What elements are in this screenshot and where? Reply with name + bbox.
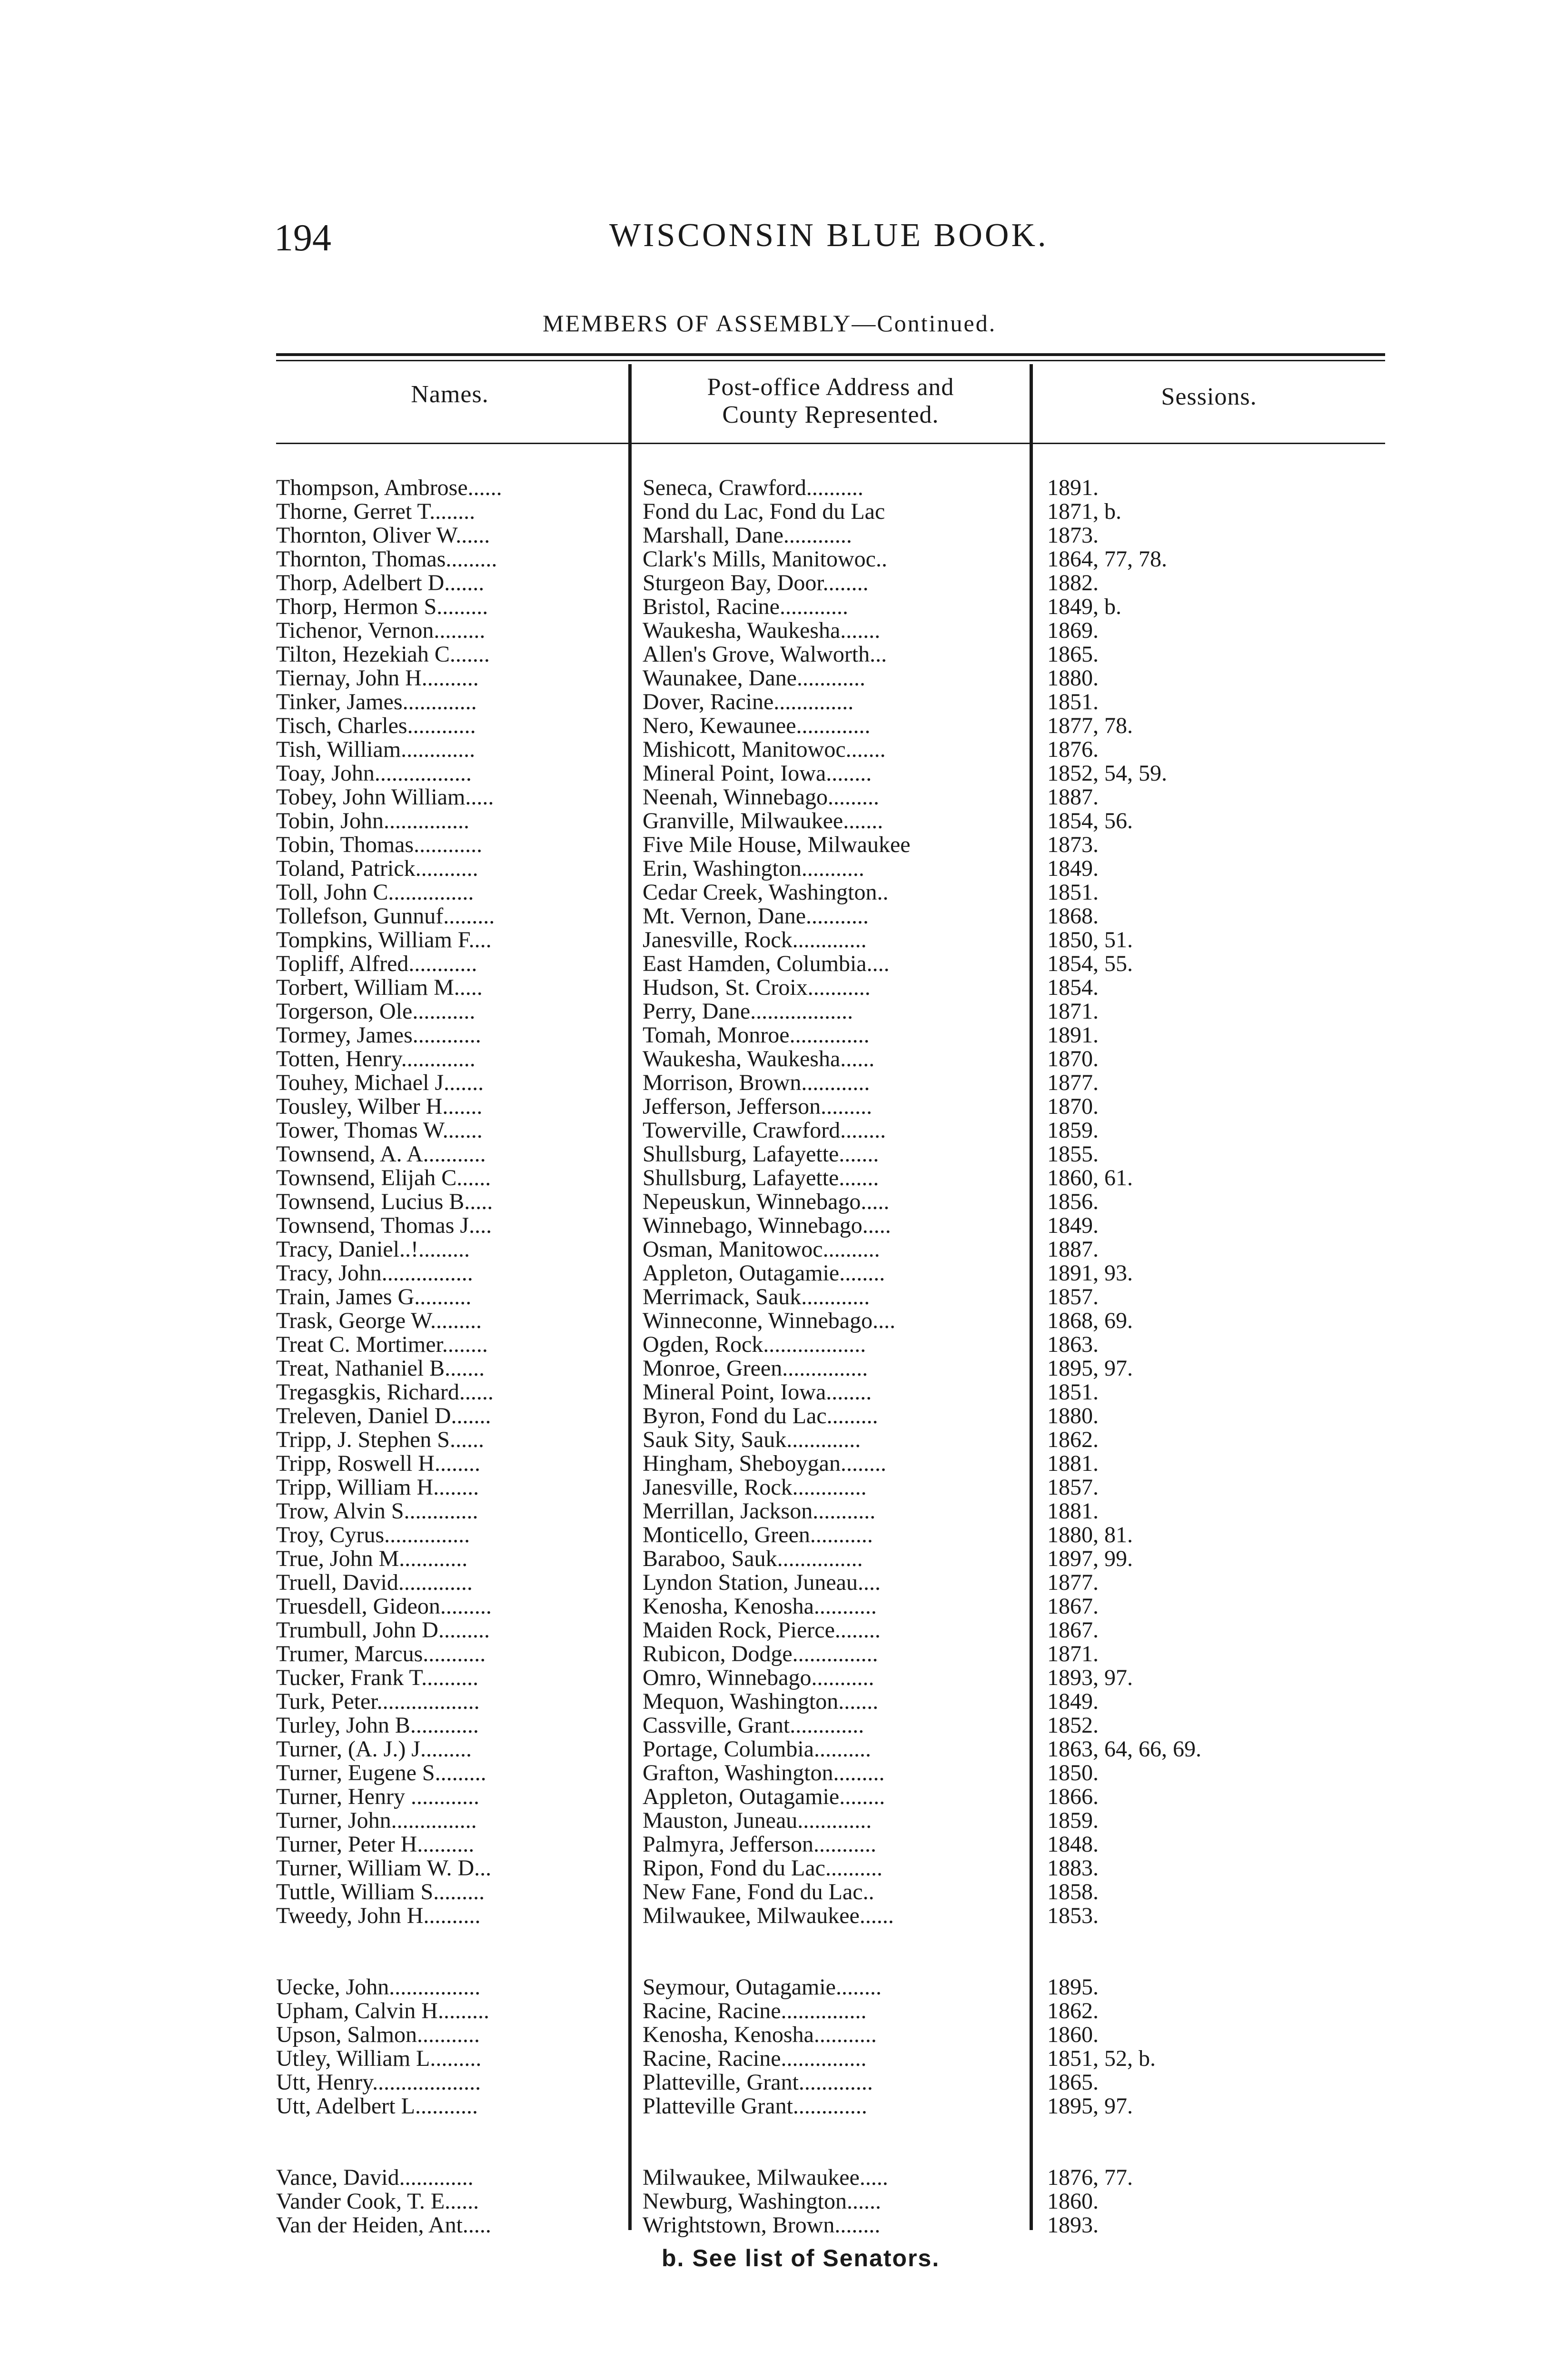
- member-address: Baraboo, Sauk...............: [643, 1547, 863, 1571]
- member-sessions: 1895, 97.: [1047, 2094, 1133, 2118]
- member-address: Janesville, Rock.............: [643, 928, 867, 952]
- member-sessions: 1849.: [1047, 1214, 1099, 1238]
- member-name: Tichenor, Vernon.........: [276, 619, 486, 643]
- member-sessions: 1880, 81.: [1047, 1523, 1133, 1547]
- member-address: Clark's Mills, Manitowoc..: [643, 547, 887, 571]
- member-address: Mineral Point, Iowa........: [643, 762, 872, 785]
- member-name: Thornton, Thomas.........: [276, 547, 497, 571]
- member-name: Turner, Peter H..........: [276, 1833, 475, 1856]
- member-name: Tiernay, John H..........: [276, 666, 479, 690]
- member-sessions: 1895, 97.: [1047, 1357, 1133, 1380]
- member-name: Tracy, Daniel..!.........: [276, 1238, 470, 1261]
- member-address: Allen's Grove, Walworth...: [643, 643, 887, 666]
- member-sessions: 1877.: [1047, 1571, 1099, 1595]
- member-address: Cassville, Grant.............: [643, 1714, 864, 1737]
- member-sessions: 1871.: [1047, 1000, 1099, 1023]
- member-address: Ogden, Rock..................: [643, 1333, 866, 1357]
- member-name: Tompkins, William F....: [276, 928, 492, 952]
- member-address: Janesville, Rock.............: [643, 1476, 867, 1499]
- member-address: Portage, Columbia..........: [643, 1737, 871, 1761]
- member-address: Byron, Fond du Lac.........: [643, 1404, 878, 1428]
- member-address: Morrison, Brown............: [643, 1071, 870, 1095]
- member-sessions: 1891.: [1047, 1023, 1099, 1047]
- member-address: Shullsburg, Lafayette.......: [643, 1142, 879, 1166]
- member-sessions: 1870.: [1047, 1095, 1099, 1119]
- member-name: Tollefson, Gunnuf.........: [276, 904, 495, 928]
- member-address: Kenosha, Kenosha...........: [643, 2023, 877, 2047]
- member-sessions: 1895.: [1047, 1975, 1099, 1999]
- page-number: 194: [274, 217, 331, 259]
- member-address: Marshall, Dane............: [643, 524, 852, 547]
- member-name: Tisch, Charles............: [276, 714, 476, 738]
- member-sessions: 1864, 77, 78.: [1047, 547, 1167, 571]
- member-sessions: 1860.: [1047, 2023, 1099, 2047]
- member-sessions: 1876.: [1047, 738, 1099, 762]
- member-sessions: 1891.: [1047, 476, 1099, 500]
- member-address: Racine, Racine...............: [643, 2047, 867, 2071]
- member-name: Treat, Nathaniel B.......: [276, 1357, 485, 1380]
- member-sessions: 1852, 54, 59.: [1047, 762, 1167, 785]
- member-address: Mt. Vernon, Dane...........: [643, 904, 869, 928]
- member-address: Seneca, Crawford..........: [643, 476, 863, 500]
- member-sessions: 1877.: [1047, 1071, 1099, 1095]
- member-name: Turley, John B............: [276, 1714, 479, 1737]
- member-name: Touhey, Michael J.......: [276, 1071, 484, 1095]
- member-name: Torbert, William M.....: [276, 976, 483, 1000]
- group-spacer: [276, 1928, 624, 1952]
- member-name: Utley, William L.........: [276, 2047, 482, 2071]
- section-title: MEMBERS OF ASSEMBLY—Continued.: [543, 310, 997, 337]
- address-header-line2: County Represented.: [722, 401, 939, 428]
- member-address: Seymour, Outagamie........: [643, 1975, 882, 1999]
- member-name: Tower, Thomas W.......: [276, 1119, 483, 1142]
- member-sessions: 1852.: [1047, 1714, 1099, 1737]
- member-sessions: 1851.: [1047, 690, 1099, 714]
- member-sessions: 1850, 51.: [1047, 928, 1133, 952]
- member-address: Platteville, Grant.............: [643, 2071, 873, 2094]
- member-name: Townsend, Lucius B.....: [276, 1190, 493, 1214]
- member-address: Sauk Sity, Sauk.............: [643, 1428, 861, 1452]
- member-name: Turner, Eugene S.........: [276, 1761, 486, 1785]
- member-sessions: 1854, 55.: [1047, 952, 1133, 976]
- member-sessions: 1881.: [1047, 1452, 1099, 1476]
- member-name: Turner, (A. J.) J.........: [276, 1737, 472, 1761]
- member-address: Monroe, Green...............: [643, 1357, 868, 1380]
- member-address: Hudson, St. Croix...........: [643, 976, 871, 1000]
- member-address: Five Mile House, Milwaukee: [643, 833, 911, 857]
- member-name: Tobin, John...............: [276, 809, 469, 833]
- member-name: Trask, George W.........: [276, 1309, 482, 1333]
- member-sessions: 1848.: [1047, 1833, 1099, 1856]
- group-spacer: [276, 1952, 624, 1975]
- member-name: Thorp, Adelbert D.......: [276, 571, 485, 595]
- member-name: Thorne, Gerret T........: [276, 500, 476, 524]
- address-column: [643, 476, 1026, 2237]
- member-sessions: 1857.: [1047, 1476, 1099, 1499]
- member-sessions: 1882.: [1047, 571, 1099, 595]
- member-address: Omro, Winnebago...........: [643, 1666, 874, 1690]
- member-address: Merrillan, Jackson...........: [643, 1499, 876, 1523]
- member-address: Grafton, Washington.........: [643, 1761, 885, 1785]
- member-sessions: 1859.: [1047, 1119, 1099, 1142]
- member-sessions: 1873.: [1047, 524, 1099, 547]
- member-address: Kenosha, Kenosha...........: [643, 1595, 877, 1618]
- footnote: b. See list of Senators.: [662, 2245, 940, 2271]
- member-address: Jefferson, Jefferson.........: [643, 1095, 872, 1119]
- group-spacer: [1047, 1952, 1380, 1975]
- member-sessions: 1851.: [1047, 1380, 1099, 1404]
- member-sessions: 1862.: [1047, 1428, 1099, 1452]
- member-name: Tobey, John William.....: [276, 785, 494, 809]
- top-rule-thin: [276, 360, 1385, 361]
- group-spacer: [643, 2142, 1026, 2166]
- member-sessions: 1863.: [1047, 1333, 1099, 1357]
- member-name: Tinker, James.............: [276, 690, 477, 714]
- member-sessions: 1851, 52, b.: [1047, 2047, 1156, 2071]
- member-name: Tuttle, William S.........: [276, 1880, 485, 1904]
- group-spacer: [1047, 2118, 1380, 2142]
- member-sessions: 1853.: [1047, 1904, 1099, 1928]
- member-sessions: 1850.: [1047, 1761, 1099, 1785]
- member-address: Mineral Point, Iowa........: [643, 1380, 872, 1404]
- member-sessions: 1867.: [1047, 1595, 1099, 1618]
- member-address: Appleton, Outagamie........: [643, 1261, 885, 1285]
- member-sessions: 1893.: [1047, 2213, 1099, 2237]
- member-address: Shullsburg, Lafayette.......: [643, 1166, 879, 1190]
- group-spacer: [1047, 2142, 1380, 2166]
- member-name: Uecke, John................: [276, 1975, 481, 1999]
- member-name: Turner, John...............: [276, 1809, 477, 1833]
- header-rule: [276, 443, 1385, 444]
- member-address: Hingham, Sheboygan........: [643, 1452, 886, 1476]
- sessions-column: [1047, 476, 1380, 2237]
- group-spacer: [276, 2118, 624, 2142]
- member-sessions: 1855.: [1047, 1142, 1099, 1166]
- member-address: Waukesha, Waukesha.......: [643, 619, 881, 643]
- member-sessions: 1876, 77.: [1047, 2166, 1133, 2190]
- member-address: Palmyra, Jefferson...........: [643, 1833, 877, 1856]
- member-sessions: 1891, 93.: [1047, 1261, 1133, 1285]
- member-sessions: 1897, 99.: [1047, 1547, 1133, 1571]
- member-sessions: 1887.: [1047, 785, 1099, 809]
- column-divider-right: [1030, 364, 1033, 2230]
- member-address: Bristol, Racine............: [643, 595, 848, 619]
- member-sessions: 1868, 69.: [1047, 1309, 1133, 1333]
- group-spacer: [276, 2142, 624, 2166]
- member-name: Topliff, Alfred............: [276, 952, 477, 976]
- member-name: Turk, Peter..................: [276, 1690, 480, 1714]
- member-sessions: 1883.: [1047, 1856, 1099, 1880]
- member-address: Platteville Grant.............: [643, 2094, 867, 2118]
- member-name: Utt, Adelbert L...........: [276, 2094, 478, 2118]
- member-name: Tormey, James............: [276, 1023, 481, 1047]
- member-name: Tregasgkis, Richard......: [276, 1380, 494, 1404]
- member-address: Waukesha, Waukesha......: [643, 1047, 875, 1071]
- member-sessions: 1865.: [1047, 643, 1099, 666]
- sessions-header: Sessions.: [1161, 383, 1257, 410]
- member-name: Tripp, William H........: [276, 1476, 479, 1499]
- member-name: Truell, David.............: [276, 1571, 473, 1595]
- member-sessions: 1857.: [1047, 1285, 1099, 1309]
- member-address: Racine, Racine...............: [643, 1999, 867, 2023]
- group-spacer: [643, 2118, 1026, 2142]
- member-sessions: 1858.: [1047, 1880, 1099, 1904]
- member-name: Turner, William W. D...: [276, 1856, 492, 1880]
- member-address: East Hamden, Columbia....: [643, 952, 890, 976]
- member-name: Toland, Patrick...........: [276, 857, 478, 881]
- member-name: Treat C. Mortimer........: [276, 1333, 488, 1357]
- member-name: Tweedy, John H..........: [276, 1904, 481, 1928]
- member-sessions: 1893, 97.: [1047, 1666, 1133, 1690]
- member-address: Sturgeon Bay, Door........: [643, 571, 869, 595]
- member-sessions: 1860, 61.: [1047, 1166, 1133, 1190]
- column-divider-left: [628, 364, 632, 2230]
- member-address: Osman, Manitowoc..........: [643, 1238, 880, 1261]
- member-address: Winnebago, Winnebago.....: [643, 1214, 891, 1238]
- member-sessions: 1870.: [1047, 1047, 1099, 1071]
- member-name: Upham, Calvin H.........: [276, 1999, 489, 2023]
- member-address: Merrimack, Sauk............: [643, 1285, 870, 1309]
- member-address: Ripon, Fond du Lac..........: [643, 1856, 882, 1880]
- member-name: Train, James G..........: [276, 1285, 472, 1309]
- member-sessions: 1856.: [1047, 1190, 1099, 1214]
- member-sessions: 1865.: [1047, 2071, 1099, 2094]
- member-sessions: 1871, b.: [1047, 500, 1121, 524]
- member-address: Granville, Milwaukee.......: [643, 809, 883, 833]
- member-address: Mequon, Washington.......: [643, 1690, 879, 1714]
- member-address: Newburg, Washington......: [643, 2190, 881, 2213]
- member-address: Towerville, Crawford........: [643, 1119, 886, 1142]
- member-name: Vance, David.............: [276, 2166, 474, 2190]
- member-sessions: 1863, 64, 66, 69.: [1047, 1737, 1201, 1761]
- member-address: Erin, Washington...........: [643, 857, 864, 881]
- member-address: Rubicon, Dodge...............: [643, 1642, 878, 1666]
- member-address: Lyndon Station, Juneau....: [643, 1571, 881, 1595]
- member-name: Tish, William.............: [276, 738, 476, 762]
- member-name: Tilton, Hezekiah C.......: [276, 643, 490, 666]
- group-spacer: [643, 1952, 1026, 1975]
- member-address: Neenah, Winnebago.........: [643, 785, 880, 809]
- member-name: Trow, Alvin S.............: [276, 1499, 478, 1523]
- member-sessions: 1860.: [1047, 2190, 1099, 2213]
- member-name: Tucker, Frank T..........: [276, 1666, 479, 1690]
- member-sessions: 1887.: [1047, 1238, 1099, 1261]
- member-name: Van der Heiden, Ant.....: [276, 2213, 491, 2237]
- member-sessions: 1880.: [1047, 1404, 1099, 1428]
- member-sessions: 1849.: [1047, 857, 1099, 881]
- member-address: New Fane, Fond du Lac..: [643, 1880, 874, 1904]
- member-address: Winneconne, Winnebago....: [643, 1309, 896, 1333]
- member-sessions: 1859.: [1047, 1809, 1099, 1833]
- member-name: Turner, Henry ............: [276, 1785, 479, 1809]
- member-address: Tomah, Monroe..............: [643, 1023, 870, 1047]
- member-address: Mauston, Juneau.............: [643, 1809, 872, 1833]
- member-sessions: 1880.: [1047, 666, 1099, 690]
- member-sessions: 1854, 56.: [1047, 809, 1133, 833]
- member-address: Maiden Rock, Pierce........: [643, 1618, 881, 1642]
- member-sessions: 1866.: [1047, 1785, 1099, 1809]
- address-header: [633, 374, 1028, 429]
- member-sessions: 1854.: [1047, 976, 1099, 1000]
- member-sessions: 1869.: [1047, 619, 1099, 643]
- member-sessions: 1849.: [1047, 1690, 1099, 1714]
- member-address: Fond du Lac, Fond du Lac: [643, 500, 885, 524]
- member-name: Troy, Cyrus...............: [276, 1523, 470, 1547]
- member-name: Tousley, Wilber H.......: [276, 1095, 483, 1119]
- member-name: Totten, Henry.............: [276, 1047, 476, 1071]
- member-name: Tripp, J. Stephen S......: [276, 1428, 484, 1452]
- member-name: Thompson, Ambrose......: [276, 476, 502, 500]
- member-address: Nepeuskun, Winnebago.....: [643, 1190, 890, 1214]
- member-address: Mishicott, Manitowoc.......: [643, 738, 886, 762]
- top-rule: [276, 353, 1385, 356]
- member-sessions: 1877, 78.: [1047, 714, 1133, 738]
- member-name: Tracy, John................: [276, 1261, 473, 1285]
- member-address: Monticello, Green...........: [643, 1523, 873, 1547]
- member-address: Perry, Dane..................: [643, 1000, 853, 1023]
- member-name: Vander Cook, T. E......: [276, 2190, 479, 2213]
- member-name: Toll, John C...............: [276, 881, 474, 904]
- member-address: Dover, Racine..............: [643, 690, 854, 714]
- member-name: Treleven, Daniel D.......: [276, 1404, 491, 1428]
- member-address: Waunakee, Dane............: [643, 666, 865, 690]
- member-sessions: 1867.: [1047, 1618, 1099, 1642]
- member-name: Trumer, Marcus...........: [276, 1642, 486, 1666]
- names-header: Names.: [411, 381, 489, 408]
- member-sessions: 1868.: [1047, 904, 1099, 928]
- member-address: Wrightstown, Brown........: [643, 2213, 881, 2237]
- member-sessions: 1873.: [1047, 833, 1099, 857]
- member-name: Thorp, Hermon S.........: [276, 595, 488, 619]
- member-sessions: 1851.: [1047, 881, 1099, 904]
- member-name: Utt, Henry...................: [276, 2071, 481, 2094]
- member-sessions: 1849, b.: [1047, 595, 1121, 619]
- member-name: Torgerson, Ole...........: [276, 1000, 476, 1023]
- member-name: Townsend, Elijah C......: [276, 1166, 491, 1190]
- member-address: Nero, Kewaunee.............: [643, 714, 871, 738]
- member-sessions: 1871.: [1047, 1642, 1099, 1666]
- member-name: True, John M............: [276, 1547, 468, 1571]
- member-name: Trumbull, John D.........: [276, 1618, 490, 1642]
- member-address: Cedar Creek, Washington..: [643, 881, 889, 904]
- running-head: WISCONSIN BLUE BOOK.: [609, 217, 1049, 254]
- group-spacer: [1047, 1928, 1380, 1952]
- member-address: Milwaukee, Milwaukee.....: [643, 2166, 888, 2190]
- member-address: Milwaukee, Milwaukee......: [643, 1904, 894, 1928]
- member-name: Thornton, Oliver W......: [276, 524, 490, 547]
- member-sessions: 1881.: [1047, 1499, 1099, 1523]
- member-name: Townsend, A. A...........: [276, 1142, 486, 1166]
- member-name: Truesdell, Gideon.........: [276, 1595, 492, 1618]
- names-column: [276, 476, 624, 2237]
- address-header-line1: Post-office Address and: [707, 374, 954, 401]
- member-sessions: 1862.: [1047, 1999, 1099, 2023]
- member-name: Toay, John.................: [276, 762, 472, 785]
- member-name: Townsend, Thomas J....: [276, 1214, 492, 1238]
- member-name: Tobin, Thomas............: [276, 833, 483, 857]
- group-spacer: [643, 1928, 1026, 1952]
- member-address: Appleton, Outagamie........: [643, 1785, 885, 1809]
- member-name: Tripp, Roswell H........: [276, 1452, 480, 1476]
- member-name: Upson, Salmon...........: [276, 2023, 480, 2047]
